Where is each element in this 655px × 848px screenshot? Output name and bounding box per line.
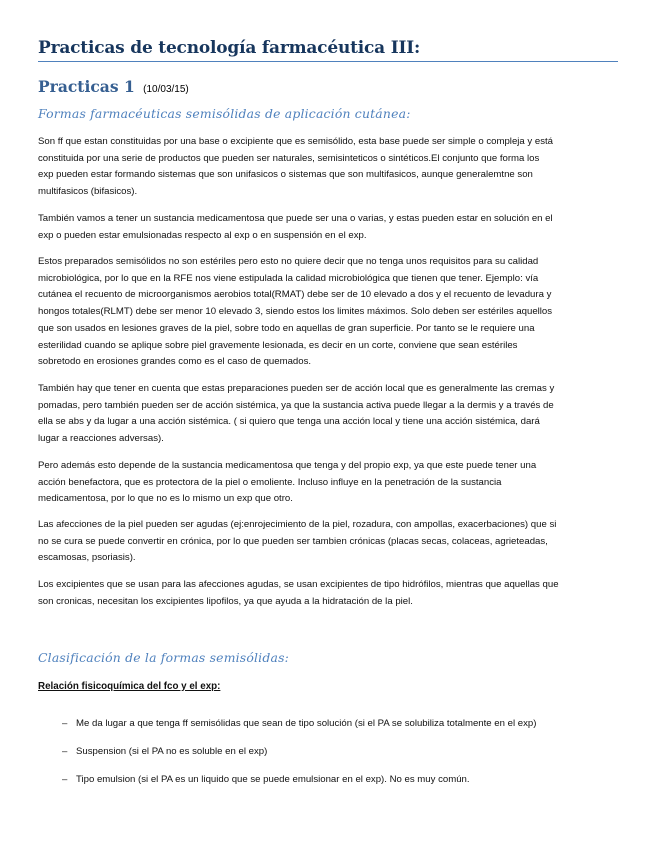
paragraph-line: También hay que tener en cuenta que estas preparaciones pueden ser de acción local que es generalmente las cremas y xyxy=(38,383,555,394)
paragraph-line: son cronicas, necesitan los excipientes lipofilos, ya que ayuda a la hidratación de la piel. xyxy=(38,595,413,607)
paragraph-1 xyxy=(38,134,618,201)
section-date: (10/03/15) xyxy=(143,84,189,95)
list-item xyxy=(62,718,536,729)
paragraph-line: no se cura se puede convertir en crónica, por lo que pueden ser tambien crónicas (placas secas, colaceas, agrieteadas, xyxy=(38,535,548,547)
paragraph-line: Los excipientes que se usan para las afecciones agudas, se usan excipientes de tipo hidrófilos, mientras que aquellas que xyxy=(38,579,559,590)
dash-bullet-icon: – xyxy=(62,718,68,729)
paragraph-line: escamosas, psoriasis). xyxy=(38,552,136,564)
paragraph-2 xyxy=(38,211,618,244)
section-heading-text: Practicas 1 xyxy=(38,77,135,96)
list-item-text: Suspension (si el PA no es soluble en el exp) xyxy=(76,746,268,757)
paragraph-line: cutánea el recuento de microorganismos aerobios total(RMAT) debe ser de 10 elevado a dos y el recuento de levadura y xyxy=(38,289,552,301)
paragraph-line: acción benefactora, que es protectora de la piel o emoliente. Incluso influye en la penetración de la sustancia xyxy=(38,476,502,488)
paragraph-line: Son ff que estan constituidas por una base o excipiente que es semisólido, esta base puede ser simple o compleja y está xyxy=(38,136,554,147)
paragraph-line: También vamos a tener un sustancia medicamentosa que puede ser una o varias, y estas pueden estar en solución en el xyxy=(38,213,553,224)
list-item-text: Tipo emulsion (si el PA es un liquido que se puede emulsionar en el exp). No es muy común. xyxy=(76,774,470,785)
paragraph-4 xyxy=(38,381,618,448)
relation-subheading: Relación fisicoquímica del fco y el exp: xyxy=(38,681,221,692)
paragraph-line: constituida por una serie de productos que pueden ser naturales, semisinteticos o sintéticos.El conjunto que forma los xyxy=(38,152,540,164)
paragraph-5 xyxy=(38,458,618,508)
paragraph-line: Estos preparados semisólidos no son estériles pero esto no quiere decir que no tenga unos requisitos para su calidad xyxy=(38,256,539,267)
paragraph-line: Pero además esto depende de la sustancia medicamentosa que tenga y del propio exp, ya que este puede tener una xyxy=(38,460,537,471)
paragraph-6 xyxy=(38,517,618,567)
paragraph-line: multifasicos (bifasicos). xyxy=(38,186,138,198)
paragraph-line: ella se abs y da lugar a una acción sistémica. ( si quiero que tenga una acción local y tiene una acción sistémica, dará xyxy=(38,416,540,428)
list-item xyxy=(62,746,267,757)
paragraph-7 xyxy=(38,577,618,610)
list-item xyxy=(62,774,470,785)
paragraph-line: medicamentosa, por lo que no es lo mismo un exp que otro. xyxy=(38,493,293,505)
paragraph-line: que son usados en lesiones graves de la piel, sobre todo en aquellas de gran superficie. Por tanto se le requiere una xyxy=(38,322,535,334)
subsection-heading-1: Formas farmacéuticas semisólidas de aplicación cutánea: xyxy=(38,106,411,121)
paragraph-line: esterilidad cuando se aplique sobre piel gravemente lesionada, es decir en un corte, conviene que sean estériles xyxy=(38,339,518,351)
subsection-heading-2: Clasificación de la formas semisólidas: xyxy=(38,650,290,665)
section-heading xyxy=(38,77,189,96)
list-item-text: Me da lugar a que tenga ff semisólidas que sean de tipo solución (si el PA se solubiliza totalmente en el exp) xyxy=(76,718,537,729)
dash-bullet-icon: – xyxy=(62,774,68,785)
paragraph-line: Las afecciones de la piel pueden ser agudas (ej:enrojecimiento de la piel, rozadura, con ampollas, exacerbaciones) que si xyxy=(38,519,557,530)
dash-bullet-icon: – xyxy=(62,746,68,757)
paragraph-line: sobretodo en erosiones grandes como es el caso de quemados. xyxy=(38,356,312,368)
paragraph-line: pomadas, pero también pueden ser de acción sistémica, ya que la sustancia activa puede llegar a la dermis y a través de xyxy=(38,399,554,411)
paragraph-line: lugar a reacciones adversas). xyxy=(38,433,164,445)
paragraph-line: hongos totales(RLMT) debe ser menor 10 elevado 3, siendo estos los limites máximos. Solo deben ser estériles aquellos xyxy=(38,306,553,318)
paragraph-3 xyxy=(38,254,618,371)
document-title: Practicas de tecnología farmacéutica III: xyxy=(38,38,421,58)
paragraph-line: exp pueden estar formando sistemas que son unifasicos o sistemas que son multifasicos, aunque generalemtne son xyxy=(38,169,533,181)
paragraph-line: exp o pueden estar emulsionadas respecto al exp o en suspensión en el exp. xyxy=(38,229,367,241)
title-underline xyxy=(38,61,618,62)
paragraph-line: microbiológica, por lo que en la RFE nos viene estipulada la calidad microbiológica que tienen que tener. Ejemplo: vía xyxy=(38,272,539,284)
